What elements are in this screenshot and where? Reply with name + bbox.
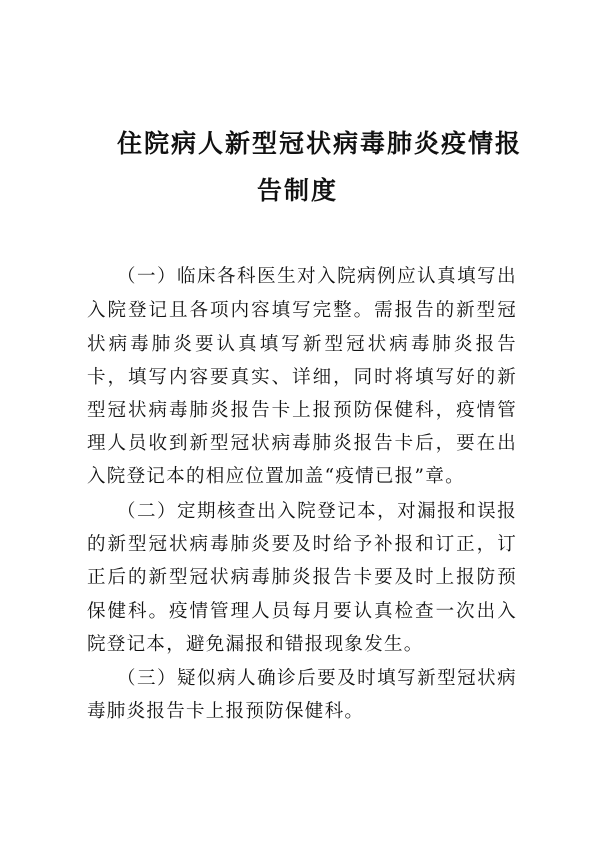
paragraph-1-line-2: 入院登记且各项内容填写完整。需报告的新型冠 bbox=[87, 300, 517, 321]
paragraph-1-line-7: 入院登记本的相应位置加盖“疫情已报”章。 bbox=[87, 466, 465, 487]
paragraph-2-line-5: 院登记本，避免漏报和错报现象发生。 bbox=[87, 634, 424, 655]
document-title-line-2: 告制度 bbox=[257, 176, 339, 205]
paragraph-1-line-4: 卡，填写内容要真实、详细，同时将填写好的新 bbox=[87, 367, 517, 388]
paragraph-3-line-2: 毒肺炎报告卡上报预防保健科。 bbox=[87, 701, 365, 722]
paragraph-1-line-3: 状病毒肺炎要认真填写新型冠状病毒肺炎报告 bbox=[87, 334, 517, 355]
paragraph-1-line-6: 理人员收到新型冠状病毒肺炎报告卡后，要在出 bbox=[87, 433, 517, 454]
paragraph-2-line-2: 的新型冠状病毒肺炎要及时给予补报和订正，订 bbox=[87, 534, 517, 555]
paragraph-2-line-1: （二）定期核查出入院登记本，对漏报和误报 bbox=[117, 501, 517, 522]
paragraph-3-line-1: （三）疑似病人确诊后要及时填写新型冠状病 bbox=[117, 668, 517, 689]
paragraph-1-line-5: 型冠状病毒肺炎报告卡上报预防保健科，疫情管 bbox=[87, 400, 517, 421]
document-title-line-1: 住院病人新型冠状病毒肺炎疫情报 bbox=[117, 129, 523, 158]
paragraph-1-line-1: （一）临床各科医生对入院病例应认真填写出 bbox=[117, 266, 517, 287]
paragraph-2-line-3: 正后的新型冠状病毒肺炎报告卡要及时上报防预 bbox=[87, 567, 517, 588]
paragraph-2-line-4: 保健科。疫情管理人员每月要认真检查一次出入 bbox=[87, 601, 517, 622]
